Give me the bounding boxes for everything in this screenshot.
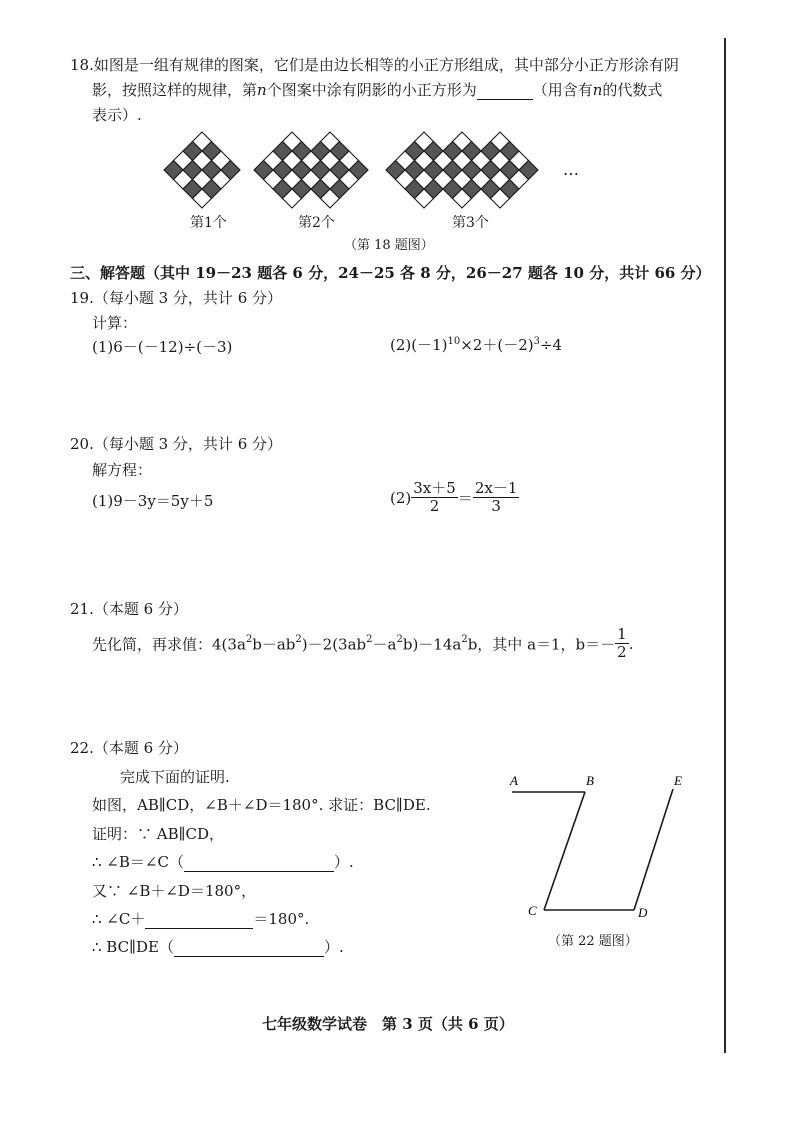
q19-p2-a: (2)(－1) bbox=[390, 336, 448, 354]
pattern-3 bbox=[386, 132, 538, 208]
answer-blank-reason-1[interactable] bbox=[184, 853, 334, 872]
q22-step4 bbox=[92, 936, 344, 957]
q18-text-c: （用含有 bbox=[532, 81, 593, 99]
pattern-2 bbox=[254, 132, 368, 208]
q20-part1: (1)9－3y＝5y＋5 bbox=[92, 492, 214, 510]
equals-sign: ＝ bbox=[457, 489, 473, 508]
q18-text-b: 个图案中涂有阴影的小正方形为 bbox=[266, 81, 477, 99]
q21-b: b－ab bbox=[252, 635, 296, 654]
answer-blank-reason-2[interactable] bbox=[174, 938, 324, 957]
fraction-left bbox=[411, 480, 458, 516]
q18-text-a: 影，按照这样的规律，第 bbox=[92, 81, 258, 99]
q21-a: 先化简，再求值：4(3a bbox=[92, 635, 246, 654]
answer-blank-angle[interactable] bbox=[145, 910, 253, 929]
q21-frac-num: 1 bbox=[617, 625, 627, 643]
q22-step3-a: ∴ ∠C＋ bbox=[92, 910, 146, 928]
pattern-2-label: 第2个 bbox=[298, 215, 335, 231]
point-a-label: A bbox=[510, 773, 518, 788]
segment-de bbox=[634, 789, 673, 910]
point-e-label: E bbox=[674, 773, 682, 788]
var-n-2: n bbox=[592, 81, 603, 99]
q22-title: 22.（本题 6 分） bbox=[70, 739, 188, 757]
point-d-label: D bbox=[638, 905, 648, 920]
page-footer: 七年级数学试卷 第 3 页（共 6 页） bbox=[262, 1015, 514, 1033]
q21-frac-den: 2 bbox=[617, 643, 627, 662]
q18-number: 18. bbox=[70, 56, 94, 74]
section-heading: 三、解答题（其中 19－23 题各 6 分，24－25 各 8 分，26－27 题各 10 分，共计 66 分） bbox=[70, 264, 711, 282]
frac-left-num: 3x＋5 bbox=[413, 479, 456, 497]
q21-sup3: 2 bbox=[366, 633, 373, 645]
fraction-right bbox=[473, 480, 520, 516]
q21-f: b，其中 a＝1，b＝－ bbox=[467, 635, 616, 654]
q21-fraction bbox=[615, 626, 629, 662]
var-n: n bbox=[257, 81, 267, 99]
answer-blank-18[interactable] bbox=[477, 81, 533, 100]
q18-text-d: 的代数式 bbox=[602, 81, 663, 99]
q19-instruction: 计算： bbox=[92, 314, 138, 332]
q22-step2: 又∵ ∠B＋∠D＝180°， bbox=[92, 882, 257, 900]
q19-title: 19.（每小题 3 分，共计 6 分） bbox=[70, 289, 283, 307]
q19-p2-exp1: 10 bbox=[447, 336, 461, 347]
q22-step3 bbox=[92, 908, 309, 929]
q21-end: . bbox=[628, 634, 634, 653]
q22-given: 如图，AB∥CD，∠B＋∠D＝180°. 求证：BC∥DE. bbox=[92, 796, 431, 814]
q19-part2 bbox=[390, 334, 562, 355]
q21-sup4: 2 bbox=[396, 633, 403, 645]
q19-part1: (1)6－(－12)÷(－3) bbox=[92, 338, 233, 356]
q18-figure-caption: （第 18 题图） bbox=[344, 238, 434, 253]
pattern-3-label: 第3个 bbox=[452, 215, 489, 231]
geometry-figure bbox=[500, 765, 700, 925]
q18-line3: 表示）. bbox=[92, 106, 142, 124]
q21-sup5: 2 bbox=[461, 633, 468, 645]
q22-step1 bbox=[92, 851, 354, 872]
pattern-ellipsis: … bbox=[563, 160, 579, 179]
q22-step1-b: ）. bbox=[333, 853, 354, 871]
q20-instruction: 解方程： bbox=[92, 461, 153, 479]
frac-right-den: 3 bbox=[491, 497, 501, 516]
q21-title: 21.（本题 6 分） bbox=[70, 600, 188, 618]
q22-step4-a: ∴ BC∥DE（ bbox=[92, 938, 174, 956]
q22-intro: 完成下面的证明. bbox=[120, 768, 230, 786]
q21-sup1: 2 bbox=[245, 633, 253, 645]
q18-line2 bbox=[92, 79, 662, 100]
q21-sup2: 2 bbox=[295, 633, 302, 645]
q22-step3-b: ＝180°. bbox=[253, 910, 310, 928]
q21-c: )－2(3ab bbox=[301, 635, 367, 654]
q21-text bbox=[92, 626, 634, 662]
q21-e: b)－14a bbox=[402, 635, 462, 654]
segment-bc bbox=[544, 792, 585, 910]
q20-part2 bbox=[390, 480, 519, 516]
q22-step1-a: ∴ ∠B＝∠C（ bbox=[92, 853, 184, 871]
margin-rule bbox=[724, 38, 726, 1053]
frac-right-num: 2x－1 bbox=[474, 479, 518, 497]
q22-proof-start: 证明：∵ AB∥CD， bbox=[92, 825, 225, 843]
q18-line1 bbox=[70, 54, 679, 75]
q19-p2-b: ×2＋(－2) bbox=[460, 336, 534, 354]
point-c-label: C bbox=[528, 903, 537, 918]
pattern-1-label: 第1个 bbox=[190, 215, 227, 231]
q19-p2-exp2: 3 bbox=[533, 336, 540, 347]
q21-d: －a bbox=[372, 635, 397, 654]
q18-text-line1: 如图是一组有规律的图案，它们是由边长相等的小正方形组成，其中部分小正方形涂有阴 bbox=[93, 56, 679, 74]
pattern-1 bbox=[164, 132, 240, 208]
frac-left-den: 2 bbox=[429, 497, 440, 516]
q19-p2-c: ÷4 bbox=[539, 336, 563, 354]
q20-p2-label: (2) bbox=[390, 488, 412, 507]
point-b-label: B bbox=[586, 773, 594, 788]
q20-title: 20.（每小题 3 分，共计 6 分） bbox=[70, 435, 283, 453]
q22-figure-caption: （第 22 题图） bbox=[548, 934, 638, 949]
q22-step4-b: ）. bbox=[324, 938, 344, 956]
